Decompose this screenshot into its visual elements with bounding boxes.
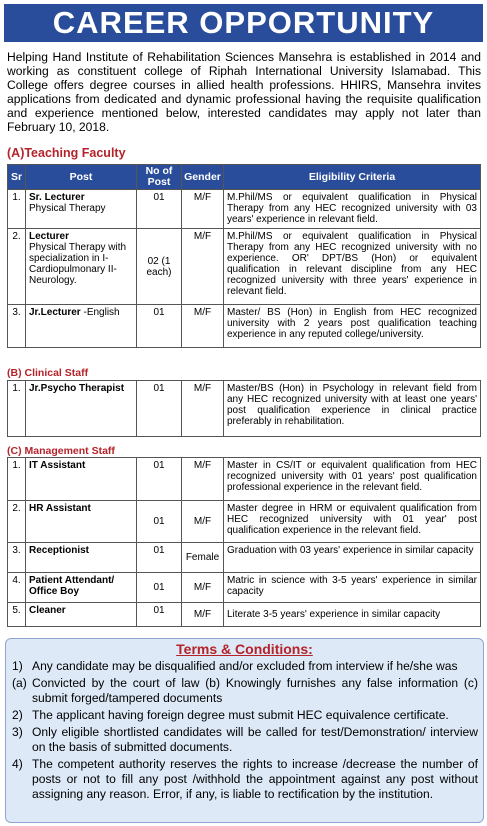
- section-title-management: (C) Management Staff: [7, 445, 115, 457]
- table-management-staff: [7, 457, 481, 627]
- term-text: Any candidate may be disqualified and/or excluded from interview if he/she was: [32, 659, 458, 673]
- table-row: [8, 458, 481, 501]
- terms-title: Terms & Conditions:: [176, 641, 313, 657]
- row-num: 02 (1 each): [137, 229, 182, 305]
- row-gender: M/F: [182, 501, 224, 543]
- term-item: [6, 659, 483, 674]
- term-text: The applicant having foreign degree must submit HEC equivalence certificate.: [32, 708, 449, 722]
- intro-paragraph: Helping Hand Institute of Rehabilitation Sciences Mansehra is established in 2014 and working as constituent college of Riphah International University Islamabad. This College offers degree courses in allied health professions. HHIRS, Mansehra invites applications from dedicated and dynamic professional having the requisite qualification and experience mentioned below, interested candidates may apply not later than February 10, 2018.: [7, 50, 481, 134]
- row-num: 01: [137, 573, 182, 603]
- row-post: Lecturer: [29, 231, 70, 242]
- term-item: [6, 708, 483, 723]
- row-gender: M/F: [182, 573, 224, 603]
- row-eligibility: M.Phil/MS or equivalent qualification in Physical Therapy from any HEC recognized university with 03 years' experience in relevant field.: [224, 190, 481, 229]
- table-row: [8, 305, 481, 348]
- term-number: 2): [12, 708, 23, 722]
- row-post: HR Assistant: [29, 503, 91, 514]
- row-post: Jr.Lecturer: [29, 307, 81, 318]
- header-sr: Sr: [8, 165, 26, 190]
- table-row: [8, 381, 481, 437]
- term-number: 4): [12, 757, 23, 771]
- table-row: [8, 229, 481, 305]
- row-gender: Female: [182, 543, 224, 573]
- row-sr: 2.: [8, 501, 26, 543]
- row-sr: 3.: [8, 305, 26, 348]
- row-post: IT Assistant: [29, 460, 86, 471]
- row-sr: 2.: [8, 229, 26, 305]
- section-title-teaching: (A)Teaching Faculty: [7, 146, 126, 160]
- row-gender: M/F: [182, 190, 224, 229]
- table-row: [8, 573, 481, 603]
- row-post-detail: Physical Therapy: [29, 203, 106, 214]
- table-clinical-staff: [7, 380, 481, 437]
- row-sr: 5.: [8, 603, 26, 627]
- row-post: Sr. Lecturer: [29, 192, 85, 203]
- row-num: 01: [137, 543, 182, 573]
- row-post: Jr.Psycho Therapist: [29, 383, 125, 394]
- row-sr: 1.: [8, 381, 26, 437]
- term-text: Only eligible shortlisted candidates will be called for test/Demonstration/ interview on the basis of submitted documents.: [32, 725, 478, 754]
- row-num: 01: [137, 501, 182, 543]
- page-title: CAREER OPPORTUNITY: [4, 4, 483, 42]
- row-post-detail: -English: [83, 307, 120, 318]
- term-text: The competent authority reserves the rights to increase /decrease the number of posts or not to fill any post /withhold the appointment against any post without assigning any reason. Error, if any, is liable to rectification by the institution.: [32, 757, 478, 801]
- term-number: 1): [12, 659, 23, 673]
- header-num: No of Post: [137, 165, 182, 190]
- header-eligibility: Eligibility Criteria: [224, 165, 481, 190]
- row-eligibility: Master/ BS (Hon) in English from HEC recognized university with 2 years post qualification teaching experience in any reputed college/university.: [224, 305, 481, 348]
- row-num: 01: [137, 458, 182, 501]
- row-post: Receptionist: [29, 545, 90, 556]
- table-row: [8, 501, 481, 543]
- table-row: [8, 543, 481, 573]
- table-row: [8, 190, 481, 229]
- terms-box: [5, 638, 484, 823]
- row-num: 01: [137, 603, 182, 627]
- term-text: Convicted by the court of law (b) Knowingly furnishes any false information (c) submit forged/tampered documents: [32, 676, 478, 705]
- row-sr: 1.: [8, 458, 26, 501]
- row-gender: M/F: [182, 603, 224, 627]
- row-sr: 3.: [8, 543, 26, 573]
- row-eligibility: Graduation with 03 years' experience in similar capacity: [224, 543, 481, 573]
- table-teaching-faculty: [7, 164, 481, 348]
- row-post-detail: Physical Therapy with specialization in I- Cardiopulmonary II-Neurology.: [29, 242, 127, 286]
- row-num: 01: [137, 190, 182, 229]
- row-gender: M/F: [182, 381, 224, 437]
- row-sr: 4.: [8, 573, 26, 603]
- row-num: 01: [137, 381, 182, 437]
- row-eligibility: Master in CS/IT or equivalent qualification from HEC recognized university with 01 years' post qualification professional experience in the relevant field.: [224, 458, 481, 501]
- term-number: (a): [12, 676, 27, 690]
- term-item: [6, 676, 483, 706]
- row-sr: 1.: [8, 190, 26, 229]
- section-title-clinical: (B) Clinical Staff: [7, 367, 89, 379]
- row-eligibility: Matric in science with 3-5 years' experience in similar capacity: [224, 573, 481, 603]
- row-eligibility: Master/BS (Hon) in Psychology in relevant field from any HEC recognized university with at least one years' post qualification experience in clinical practice preferably in rehabilitation.: [224, 381, 481, 437]
- row-num: 01: [137, 305, 182, 348]
- table-row: [8, 603, 481, 627]
- header-post: Post: [26, 165, 137, 190]
- row-eligibility: M.Phil/MS or equivalent qualification in Physical Therapy from any HEC recognized university with no experience. OR' DPT/BS (Hon) or equivalent qualification in relevant discipline from any HEC recognized university with three years' experience in relevant field.: [224, 229, 481, 305]
- term-item: [6, 725, 483, 755]
- row-post: Patient Attendant/ Office Boy: [29, 575, 115, 597]
- term-number: 3): [12, 725, 23, 739]
- row-gender: M/F: [182, 458, 224, 501]
- row-gender: M/F: [182, 305, 224, 348]
- row-eligibility: Master degree in HRM or equivalent qualification from HEC recognized university with 01 year' post qualification experience in the relevant field.: [224, 501, 481, 543]
- row-eligibility: Literate 3-5 years' experience in similar capacity: [224, 603, 481, 627]
- header-gender: Gender: [182, 165, 224, 190]
- row-post: Cleaner: [29, 605, 66, 616]
- term-item: [6, 757, 483, 802]
- row-gender: M/F: [182, 229, 224, 305]
